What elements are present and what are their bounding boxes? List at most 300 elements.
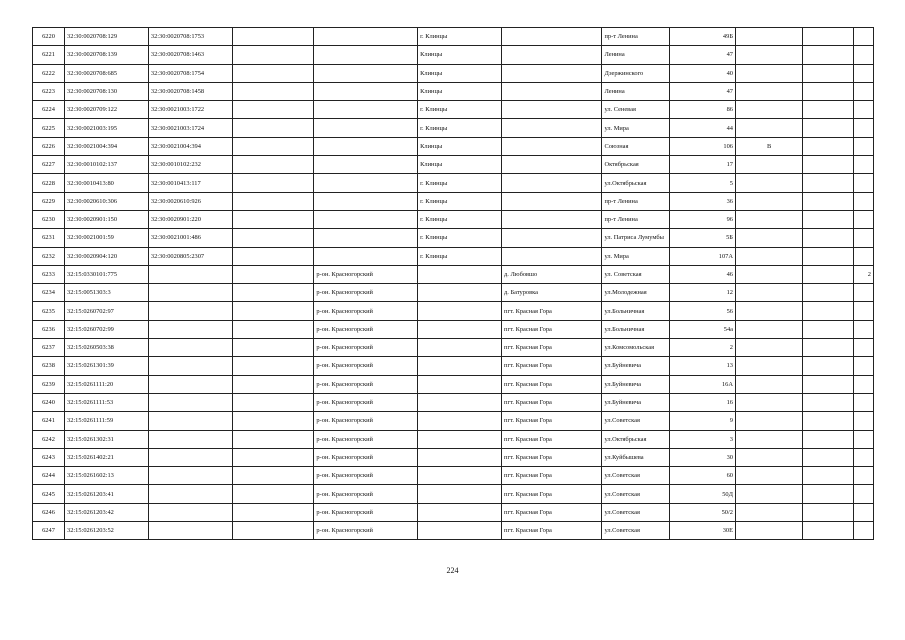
cell-cadastral-number: 32:15:0260503:38 (65, 339, 149, 357)
cell-row-number: 6237 (33, 339, 65, 357)
cell-house-number: 30Е (669, 522, 735, 540)
cell-row-number: 6231 (33, 229, 65, 247)
cell-cadastral-number: 32:30:0020708:130 (65, 82, 149, 100)
cell-building (735, 503, 802, 521)
cell-apartment (803, 210, 854, 228)
cell-building (735, 375, 802, 393)
cell-city: г. Клинцы (418, 229, 502, 247)
cell-street: ул. Сеневая (602, 101, 669, 119)
cell-settlement: пгт. Красная Гора (502, 357, 602, 375)
cell-cadastral-number: 32:30:0010102:137 (65, 156, 149, 174)
cell-empty (232, 448, 314, 466)
cell-district (314, 210, 418, 228)
table-row (33, 503, 874, 521)
cell-settlement: д. Батуровка (502, 284, 602, 302)
cell-settlement: пгт. Красная Гора (502, 393, 602, 411)
cell-parent-cadastral-number: 32:30:0021004:394 (148, 137, 232, 155)
cell-street: ул.Октябрьская (602, 430, 669, 448)
cell-parent-cadastral-number (148, 485, 232, 503)
cell-row-number: 6247 (33, 522, 65, 540)
cell-row-number: 6227 (33, 156, 65, 174)
cell-settlement: пгт. Красная Гора (502, 412, 602, 430)
cell-parent-cadastral-number: 32:30:0010413:117 (148, 174, 232, 192)
cell-apartment (803, 430, 854, 448)
cell-house-number: 2 (669, 339, 735, 357)
cell-cadastral-number: 32:15:0330101:775 (65, 265, 149, 283)
cell-district: р-он. Красногорский (314, 284, 418, 302)
table-row (33, 174, 874, 192)
cell-parent-cadastral-number: 32:30:0020708:1463 (148, 46, 232, 64)
cell-house-number: 50/2 (669, 503, 735, 521)
table-row (33, 64, 874, 82)
cell-street: ул.Молодежная (602, 284, 669, 302)
cell-parent-cadastral-number (148, 393, 232, 411)
cell-city (418, 339, 502, 357)
cell-apartment (803, 119, 854, 137)
cell-street: ул.Советская (602, 485, 669, 503)
cell-district: р-он. Красногорский (314, 467, 418, 485)
cell-settlement: пгт. Красная Гора (502, 522, 602, 540)
cell-settlement (502, 137, 602, 155)
cell-street: ул.Больничная (602, 302, 669, 320)
cell-building: В (735, 137, 802, 155)
cell-house-number: 50Д (669, 485, 735, 503)
cell-apartment (803, 82, 854, 100)
cell-row-number: 6240 (33, 393, 65, 411)
cell-parent-cadastral-number (148, 284, 232, 302)
cell-row-number: 6245 (33, 485, 65, 503)
cell-district (314, 101, 418, 119)
cell-row-number: 6244 (33, 467, 65, 485)
cell-district: р-он. Красногорский (314, 320, 418, 338)
cell-building (735, 485, 802, 503)
cell-district: р-он. Красногорский (314, 357, 418, 375)
cell-house-number: 3 (669, 430, 735, 448)
cell-building (735, 210, 802, 228)
cell-settlement (502, 119, 602, 137)
table-row (33, 28, 874, 46)
cell-cadastral-number: 32:15:0261402:21 (65, 448, 149, 466)
cell-house-number: 36 (669, 192, 735, 210)
cell-extra (854, 174, 874, 192)
cell-extra (854, 503, 874, 521)
cell-settlement: пгт. Красная Гора (502, 320, 602, 338)
cell-row-number: 6224 (33, 101, 65, 119)
cell-extra (854, 485, 874, 503)
cell-settlement: пгт. Красная Гора (502, 375, 602, 393)
cell-cadastral-number: 32:30:0020901:150 (65, 210, 149, 228)
cell-settlement (502, 192, 602, 210)
cell-settlement (502, 101, 602, 119)
cell-city: Клинцы (418, 82, 502, 100)
cell-apartment (803, 375, 854, 393)
cell-apartment (803, 247, 854, 265)
cell-district: р-он. Красногорский (314, 522, 418, 540)
cell-apartment (803, 265, 854, 283)
cell-city (418, 302, 502, 320)
table-row (33, 357, 874, 375)
cell-city: г. Клинцы (418, 210, 502, 228)
cell-parent-cadastral-number: 32:30:0020901:220 (148, 210, 232, 228)
cell-row-number: 6243 (33, 448, 65, 466)
cell-empty (232, 393, 314, 411)
table-row (33, 467, 874, 485)
cell-building (735, 28, 802, 46)
cell-parent-cadastral-number (148, 265, 232, 283)
cell-parent-cadastral-number: 32:30:0020708:1754 (148, 64, 232, 82)
cell-street: ул.Советская (602, 503, 669, 521)
cell-building (735, 64, 802, 82)
cell-extra (854, 137, 874, 155)
cell-cadastral-number: 32:15:0261203:52 (65, 522, 149, 540)
cell-row-number: 6229 (33, 192, 65, 210)
cell-house-number: 44 (669, 119, 735, 137)
cell-building (735, 284, 802, 302)
cell-extra (854, 28, 874, 46)
cell-apartment (803, 412, 854, 430)
cell-row-number: 6239 (33, 375, 65, 393)
cell-house-number: 40 (669, 64, 735, 82)
cell-house-number: 17 (669, 156, 735, 174)
cell-apartment (803, 503, 854, 521)
cell-parent-cadastral-number: 32:30:0020610:926 (148, 192, 232, 210)
cell-street: ул.Октябрьская (602, 174, 669, 192)
cell-house-number: 12 (669, 284, 735, 302)
cell-building (735, 229, 802, 247)
cell-empty (232, 284, 314, 302)
table-row (33, 284, 874, 302)
cell-house-number: 56 (669, 302, 735, 320)
cell-parent-cadastral-number (148, 412, 232, 430)
table-row (33, 247, 874, 265)
property-register-table (32, 27, 874, 540)
cell-cadastral-number: 32:15:0261111:59 (65, 412, 149, 430)
cell-extra (854, 430, 874, 448)
cell-district (314, 247, 418, 265)
cell-settlement: пгт. Красная Гора (502, 339, 602, 357)
cell-empty (232, 174, 314, 192)
cell-parent-cadastral-number (148, 430, 232, 448)
cell-extra (854, 339, 874, 357)
cell-settlement (502, 28, 602, 46)
cell-city (418, 430, 502, 448)
cell-building (735, 357, 802, 375)
cell-city (418, 522, 502, 540)
cell-city: Клинцы (418, 64, 502, 82)
cell-district (314, 64, 418, 82)
cell-apartment (803, 137, 854, 155)
cell-district: р-он. Красногорский (314, 485, 418, 503)
cell-empty (232, 302, 314, 320)
cell-district: р-он. Красногорский (314, 412, 418, 430)
cell-apartment (803, 101, 854, 119)
cell-row-number: 6246 (33, 503, 65, 521)
cell-district (314, 82, 418, 100)
cell-city: г. Клинцы (418, 247, 502, 265)
cell-building (735, 412, 802, 430)
cell-street: ул.Советская (602, 522, 669, 540)
cell-extra (854, 156, 874, 174)
cell-street: Союзная (602, 137, 669, 155)
cell-parent-cadastral-number (148, 448, 232, 466)
cell-district (314, 174, 418, 192)
table-row (33, 156, 874, 174)
cell-settlement: пгт. Красная Гора (502, 485, 602, 503)
cell-city (418, 320, 502, 338)
cell-parent-cadastral-number: 32:30:0010102:232 (148, 156, 232, 174)
cell-street: ул.Куйбышева (602, 448, 669, 466)
cell-city: г. Клинцы (418, 174, 502, 192)
cell-cadastral-number: 32:15:0261111:53 (65, 393, 149, 411)
cell-settlement (502, 64, 602, 82)
cell-extra (854, 284, 874, 302)
cell-street: ул. Советская (602, 265, 669, 283)
cell-street: ул.Буйневича (602, 393, 669, 411)
cell-row-number: 6225 (33, 119, 65, 137)
cell-district (314, 137, 418, 155)
cell-city: г. Клинцы (418, 119, 502, 137)
cell-district (314, 119, 418, 137)
cell-apartment (803, 156, 854, 174)
cell-empty (232, 522, 314, 540)
cell-house-number: 47 (669, 82, 735, 100)
cell-apartment (803, 302, 854, 320)
cell-empty (232, 247, 314, 265)
cell-city (418, 284, 502, 302)
cell-row-number: 6223 (33, 82, 65, 100)
table-row (33, 393, 874, 411)
cell-house-number: 9 (669, 412, 735, 430)
cell-house-number: 16 (669, 393, 735, 411)
cell-building (735, 265, 802, 283)
table-row (33, 265, 874, 283)
table-row (33, 522, 874, 540)
cell-city: Клинцы (418, 46, 502, 64)
cell-empty (232, 412, 314, 430)
cell-apartment (803, 46, 854, 64)
cell-house-number: 46 (669, 265, 735, 283)
cell-cadastral-number: 32:30:0020708:139 (65, 46, 149, 64)
cell-city: Клинцы (418, 137, 502, 155)
cell-row-number: 6222 (33, 64, 65, 82)
cell-empty (232, 210, 314, 228)
cell-empty (232, 119, 314, 137)
table-row (33, 412, 874, 430)
cell-row-number: 6242 (33, 430, 65, 448)
cell-house-number: 107А (669, 247, 735, 265)
cell-row-number: 6233 (33, 265, 65, 283)
cell-apartment (803, 229, 854, 247)
cell-district: р-он. Красногорский (314, 503, 418, 521)
cell-empty (232, 64, 314, 82)
cell-row-number: 6241 (33, 412, 65, 430)
cell-building (735, 448, 802, 466)
cell-row-number: 6234 (33, 284, 65, 302)
cell-city: г. Клинцы (418, 192, 502, 210)
cell-street: ул.Советская (602, 467, 669, 485)
cell-cadastral-number: 32:15:0051303:3 (65, 284, 149, 302)
cell-city (418, 393, 502, 411)
cell-cadastral-number: 32:15:0261203:41 (65, 485, 149, 503)
cell-cadastral-number: 32:15:0260702:97 (65, 302, 149, 320)
cell-row-number: 6230 (33, 210, 65, 228)
cell-extra (854, 82, 874, 100)
cell-cadastral-number: 32:30:0020708:685 (65, 64, 149, 82)
cell-apartment (803, 64, 854, 82)
cell-cadastral-number: 32:30:0010413:80 (65, 174, 149, 192)
cell-apartment (803, 339, 854, 357)
cell-building (735, 320, 802, 338)
cell-street: ул. Мира (602, 247, 669, 265)
cell-cadastral-number: 32:30:0020709:122 (65, 101, 149, 119)
cell-district: р-он. Красногорский (314, 265, 418, 283)
cell-street: ул.Буйневича (602, 357, 669, 375)
table-row (33, 82, 874, 100)
cell-settlement: пгт. Красная Гора (502, 302, 602, 320)
cell-apartment (803, 357, 854, 375)
cell-cadastral-number: 32:30:0021003:195 (65, 119, 149, 137)
cell-street: Ленина (602, 82, 669, 100)
cell-row-number: 6226 (33, 137, 65, 155)
cell-district: р-он. Красногорский (314, 393, 418, 411)
table-row (33, 119, 874, 137)
cell-building (735, 522, 802, 540)
cell-cadastral-number: 32:30:0020610:306 (65, 192, 149, 210)
cell-parent-cadastral-number: 32:30:0020805:2307 (148, 247, 232, 265)
cell-house-number: 13 (669, 357, 735, 375)
cell-district (314, 28, 418, 46)
cell-row-number: 6228 (33, 174, 65, 192)
cell-city: г. Клинцы (418, 28, 502, 46)
cell-house-number: 86 (669, 101, 735, 119)
cell-building (735, 82, 802, 100)
cell-house-number: 5 (669, 174, 735, 192)
cell-city (418, 448, 502, 466)
cell-row-number: 6220 (33, 28, 65, 46)
cell-city (418, 485, 502, 503)
cell-empty (232, 28, 314, 46)
cell-apartment (803, 393, 854, 411)
cell-building (735, 101, 802, 119)
cell-city: Клинцы (418, 156, 502, 174)
table-row (33, 339, 874, 357)
table-row (33, 302, 874, 320)
cell-empty (232, 467, 314, 485)
cell-empty (232, 485, 314, 503)
cell-cadastral-number: 32:30:0021004:394 (65, 137, 149, 155)
cell-street: ул.Советская (602, 412, 669, 430)
table-row (33, 210, 874, 228)
cell-building (735, 192, 802, 210)
cell-extra (854, 357, 874, 375)
cell-apartment (803, 522, 854, 540)
cell-settlement: пгт. Красная Гора (502, 430, 602, 448)
cell-cadastral-number: 32:15:0261301:39 (65, 357, 149, 375)
cell-district (314, 156, 418, 174)
cell-empty (232, 375, 314, 393)
cell-extra (854, 302, 874, 320)
cell-empty (232, 229, 314, 247)
cell-extra (854, 210, 874, 228)
cell-street: ул. Мира (602, 119, 669, 137)
cell-city (418, 357, 502, 375)
cell-extra (854, 101, 874, 119)
cell-extra (854, 393, 874, 411)
cell-apartment (803, 174, 854, 192)
cell-street: Октябрьская (602, 156, 669, 174)
cell-house-number: 49Б (669, 28, 735, 46)
cell-empty (232, 320, 314, 338)
cell-empty (232, 192, 314, 210)
cell-empty (232, 137, 314, 155)
cell-extra (854, 119, 874, 137)
cell-parent-cadastral-number (148, 467, 232, 485)
cell-extra (854, 522, 874, 540)
cell-cadastral-number: 32:15:0261203:42 (65, 503, 149, 521)
cell-settlement (502, 46, 602, 64)
cell-extra (854, 247, 874, 265)
cell-cadastral-number: 32:15:0261111:20 (65, 375, 149, 393)
cell-parent-cadastral-number (148, 503, 232, 521)
cell-extra: 2 (854, 265, 874, 283)
cell-apartment (803, 28, 854, 46)
cell-house-number: 96 (669, 210, 735, 228)
cell-empty (232, 156, 314, 174)
cell-district: р-он. Красногорский (314, 375, 418, 393)
cell-settlement: д. Любовшо (502, 265, 602, 283)
table-row (33, 229, 874, 247)
cell-street: ул.Комсомольская (602, 339, 669, 357)
cell-building (735, 119, 802, 137)
table-body (33, 28, 874, 540)
cell-building (735, 393, 802, 411)
table-row (33, 46, 874, 64)
cell-extra (854, 320, 874, 338)
cell-building (735, 46, 802, 64)
cell-cadastral-number: 32:30:0021001:59 (65, 229, 149, 247)
table-row (33, 192, 874, 210)
cell-house-number: 16А (669, 375, 735, 393)
cell-extra (854, 412, 874, 430)
cell-parent-cadastral-number: 32:30:0021003:1722 (148, 101, 232, 119)
cell-settlement (502, 174, 602, 192)
cell-extra (854, 448, 874, 466)
cell-settlement (502, 247, 602, 265)
cell-apartment (803, 467, 854, 485)
cell-empty (232, 82, 314, 100)
table-row (33, 430, 874, 448)
cell-district: р-он. Красногорский (314, 448, 418, 466)
cell-extra (854, 229, 874, 247)
cell-street: пр-т Ленина (602, 210, 669, 228)
cell-row-number: 6238 (33, 357, 65, 375)
cell-street: ул. Патриса Лумумбы (602, 229, 669, 247)
cell-settlement (502, 82, 602, 100)
cell-empty (232, 265, 314, 283)
cell-settlement (502, 156, 602, 174)
cell-extra (854, 46, 874, 64)
cell-street: Ленина (602, 46, 669, 64)
cell-parent-cadastral-number: 32:30:0020708:1753 (148, 28, 232, 46)
cell-extra (854, 192, 874, 210)
cell-city (418, 503, 502, 521)
cell-parent-cadastral-number: 32:30:0021001:486 (148, 229, 232, 247)
cell-district: р-он. Красногорский (314, 339, 418, 357)
cell-street: пр-т Ленина (602, 28, 669, 46)
cell-settlement: пгт. Красная Гора (502, 467, 602, 485)
page-number: 224 (446, 566, 459, 575)
table-row (33, 137, 874, 155)
